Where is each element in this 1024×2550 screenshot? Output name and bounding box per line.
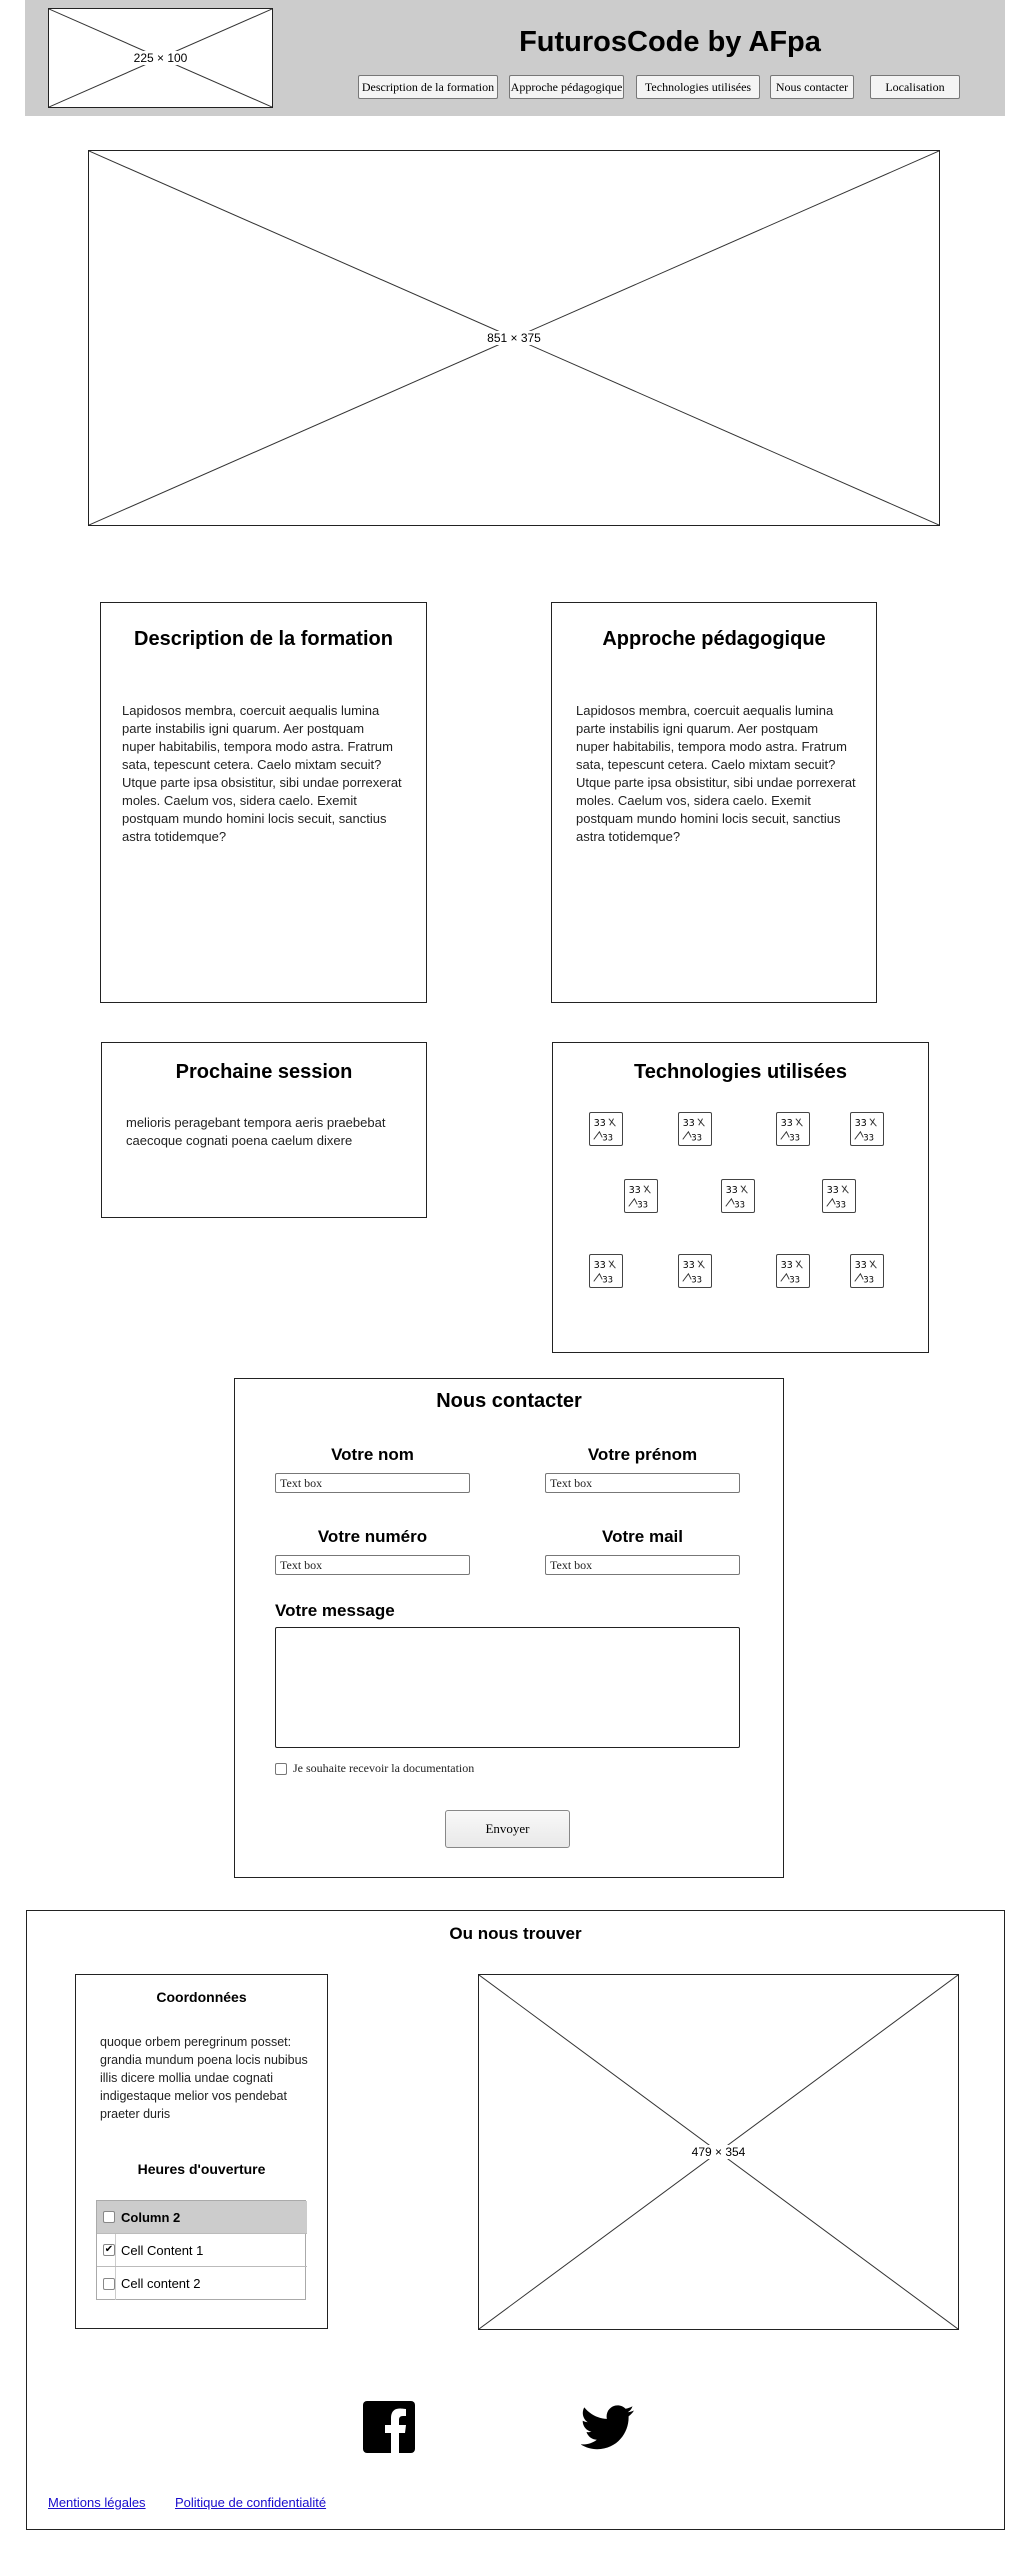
map-placeholder-label: 479 × 354 (691, 2145, 746, 2159)
contact-form (234, 1378, 784, 1878)
numero-input[interactable]: Text box (275, 1555, 470, 1575)
technology-logo-icon (776, 1254, 810, 1288)
svg-text:33: 33 (602, 1132, 614, 1143)
submit-button[interactable]: Envoyer (445, 1810, 570, 1848)
technology-logo-icon (589, 1112, 623, 1146)
row-checkbox-checked[interactable]: ✔ (104, 2244, 114, 2255)
header-bar (25, 0, 1005, 116)
svg-text:33: 33 (682, 1118, 695, 1130)
table-cell: Cell Content 1 (121, 2242, 204, 2258)
table-row[interactable] (97, 2267, 307, 2300)
session-text: melioris peragebant tempora aeris praebebat caecoque cognati poena caelum dixere (126, 1115, 386, 1148)
svg-text:33: 33 (826, 1185, 839, 1197)
facebook-icon[interactable] (363, 2401, 415, 2453)
hours-title: Heures d'ouverture (137, 2161, 266, 2177)
message-label: Votre message (275, 1601, 395, 1620)
svg-text:33: 33 (854, 1118, 867, 1130)
description-title: Description de la formation (134, 628, 393, 650)
technology-logo-icon (624, 1179, 658, 1213)
session-title: Prochaine session (175, 1061, 353, 1083)
technologies-title: Technologies utilisées (633, 1061, 848, 1083)
table-row[interactable] (97, 2234, 307, 2267)
prenom-label: Votre prénom (587, 1445, 698, 1464)
hero-placeholder-label: 851 × 375 (487, 331, 541, 345)
privacy-policy-link[interactable]: Politique de confidentialité (175, 2495, 327, 2510)
svg-text:33: 33 (682, 1260, 695, 1272)
approche-title: Approche pédagogique (602, 628, 826, 650)
technology-logo-icon (678, 1254, 712, 1288)
hero-image-placeholder (88, 150, 940, 526)
svg-text:33: 33 (863, 1132, 875, 1143)
svg-text:33: 33 (789, 1132, 801, 1143)
mail-label: Votre mail (602, 1527, 683, 1546)
location-section (26, 1910, 1005, 2530)
svg-text:33: 33 (835, 1199, 847, 1210)
table-header-row (97, 2201, 307, 2234)
message-textarea[interactable] (275, 1627, 740, 1748)
svg-text:33: 33 (593, 1118, 606, 1130)
contact-title: Nous contacter (436, 1390, 582, 1412)
technology-logo-icon (850, 1254, 884, 1288)
nav-technologies-button[interactable]: Technologies utilisées (636, 75, 760, 99)
nav-contact-button[interactable]: Nous contacter (770, 75, 854, 99)
session-card (101, 1042, 427, 1218)
svg-text:33: 33 (628, 1185, 641, 1197)
logo-placeholder (48, 8, 273, 108)
technology-logo-icon (721, 1179, 755, 1213)
coordinates-text: quoque orbem peregrinum posset: grandia mundum poena locis nubibus illis dicere mollia undae cognati indigestaque melior vos pendebat praeter duris (100, 2035, 308, 2121)
svg-text:33: 33 (691, 1274, 703, 1285)
description-text: Lapidosos membra, coercuit aequalis lumina parte instabilis igni quarum. Aer postquam nuper habitabilis, tempora modo astra. Fratrum sata, tepescunt cetera. Caelo mixtam secuit? Utque parte ipsa obsistitur, sibi undae porrexerat moles. Caelum vos, sidera caelo. Exemit postquam mundo homini locis secuit, sanctius astra totidemque? (122, 703, 402, 844)
nav-localisation-button[interactable]: Localisation (870, 75, 960, 99)
header-checkbox[interactable] (103, 2211, 115, 2223)
numero-label: Votre numéro (317, 1527, 428, 1546)
technology-logo-icon (776, 1112, 810, 1146)
svg-text:33: 33 (789, 1274, 801, 1285)
approche-text: Lapidosos membra, coercuit aequalis lumina parte instabilis igni quarum. Aer postquam nuper habitabilis, tempora modo astra. Fratrum sata, tepescunt cetera. Caelo mixtam secuit? Utque parte ipsa obsistitur, sibi undae porrexerat moles. Caelum vos, sidera caelo. Exemit postquam mundo homini locis secuit, sanctius astra totidemque? (576, 703, 856, 844)
row-checkbox[interactable] (103, 2278, 115, 2290)
svg-text:33: 33 (593, 1260, 606, 1272)
svg-text:33: 33 (863, 1274, 875, 1285)
svg-text:33: 33 (725, 1185, 738, 1197)
description-card (100, 602, 427, 1003)
table-cell: Cell content 2 (121, 2276, 201, 2291)
nav-description-button[interactable]: Description de la formation (358, 75, 498, 99)
coordinates-title: Coordonnées (156, 1989, 247, 2005)
map-placeholder (478, 1974, 959, 2330)
table-header-label: Column 2 (121, 2209, 181, 2225)
documentation-checkbox-label: Je souhaite recevoir la documentation (293, 1761, 475, 1775)
nom-label: Votre nom (331, 1445, 414, 1464)
prenom-input[interactable]: Text box (545, 1473, 740, 1493)
nom-input[interactable]: Text box (275, 1473, 470, 1493)
mail-input[interactable]: Text box (545, 1555, 740, 1575)
svg-text:33: 33 (854, 1260, 867, 1272)
svg-text:33: 33 (691, 1132, 703, 1143)
approche-card (551, 602, 877, 1003)
twitter-icon[interactable] (581, 2405, 635, 2451)
nav-approche-button[interactable]: Approche pédagogique (509, 75, 624, 99)
svg-text:33: 33 (780, 1260, 793, 1272)
mentions-legales-link[interactable]: Mentions légales (48, 2495, 146, 2510)
technology-logo-icon (850, 1112, 884, 1146)
site-title: FuturosCode by AFpa (519, 26, 821, 58)
svg-text:33: 33 (734, 1199, 746, 1210)
technology-logo-icon (822, 1179, 856, 1213)
location-title: Ou nous trouver (449, 1924, 582, 1943)
documentation-checkbox[interactable] (275, 1763, 287, 1775)
logo-placeholder-label: 225 × 100 (133, 51, 188, 65)
technology-logo-icon (678, 1112, 712, 1146)
technology-logo-icon (589, 1254, 623, 1288)
hours-table (96, 2200, 306, 2300)
svg-text:33: 33 (780, 1118, 793, 1130)
svg-text:33: 33 (637, 1199, 649, 1210)
svg-text:33: 33 (602, 1274, 614, 1285)
coordinates-card (75, 1974, 328, 2329)
